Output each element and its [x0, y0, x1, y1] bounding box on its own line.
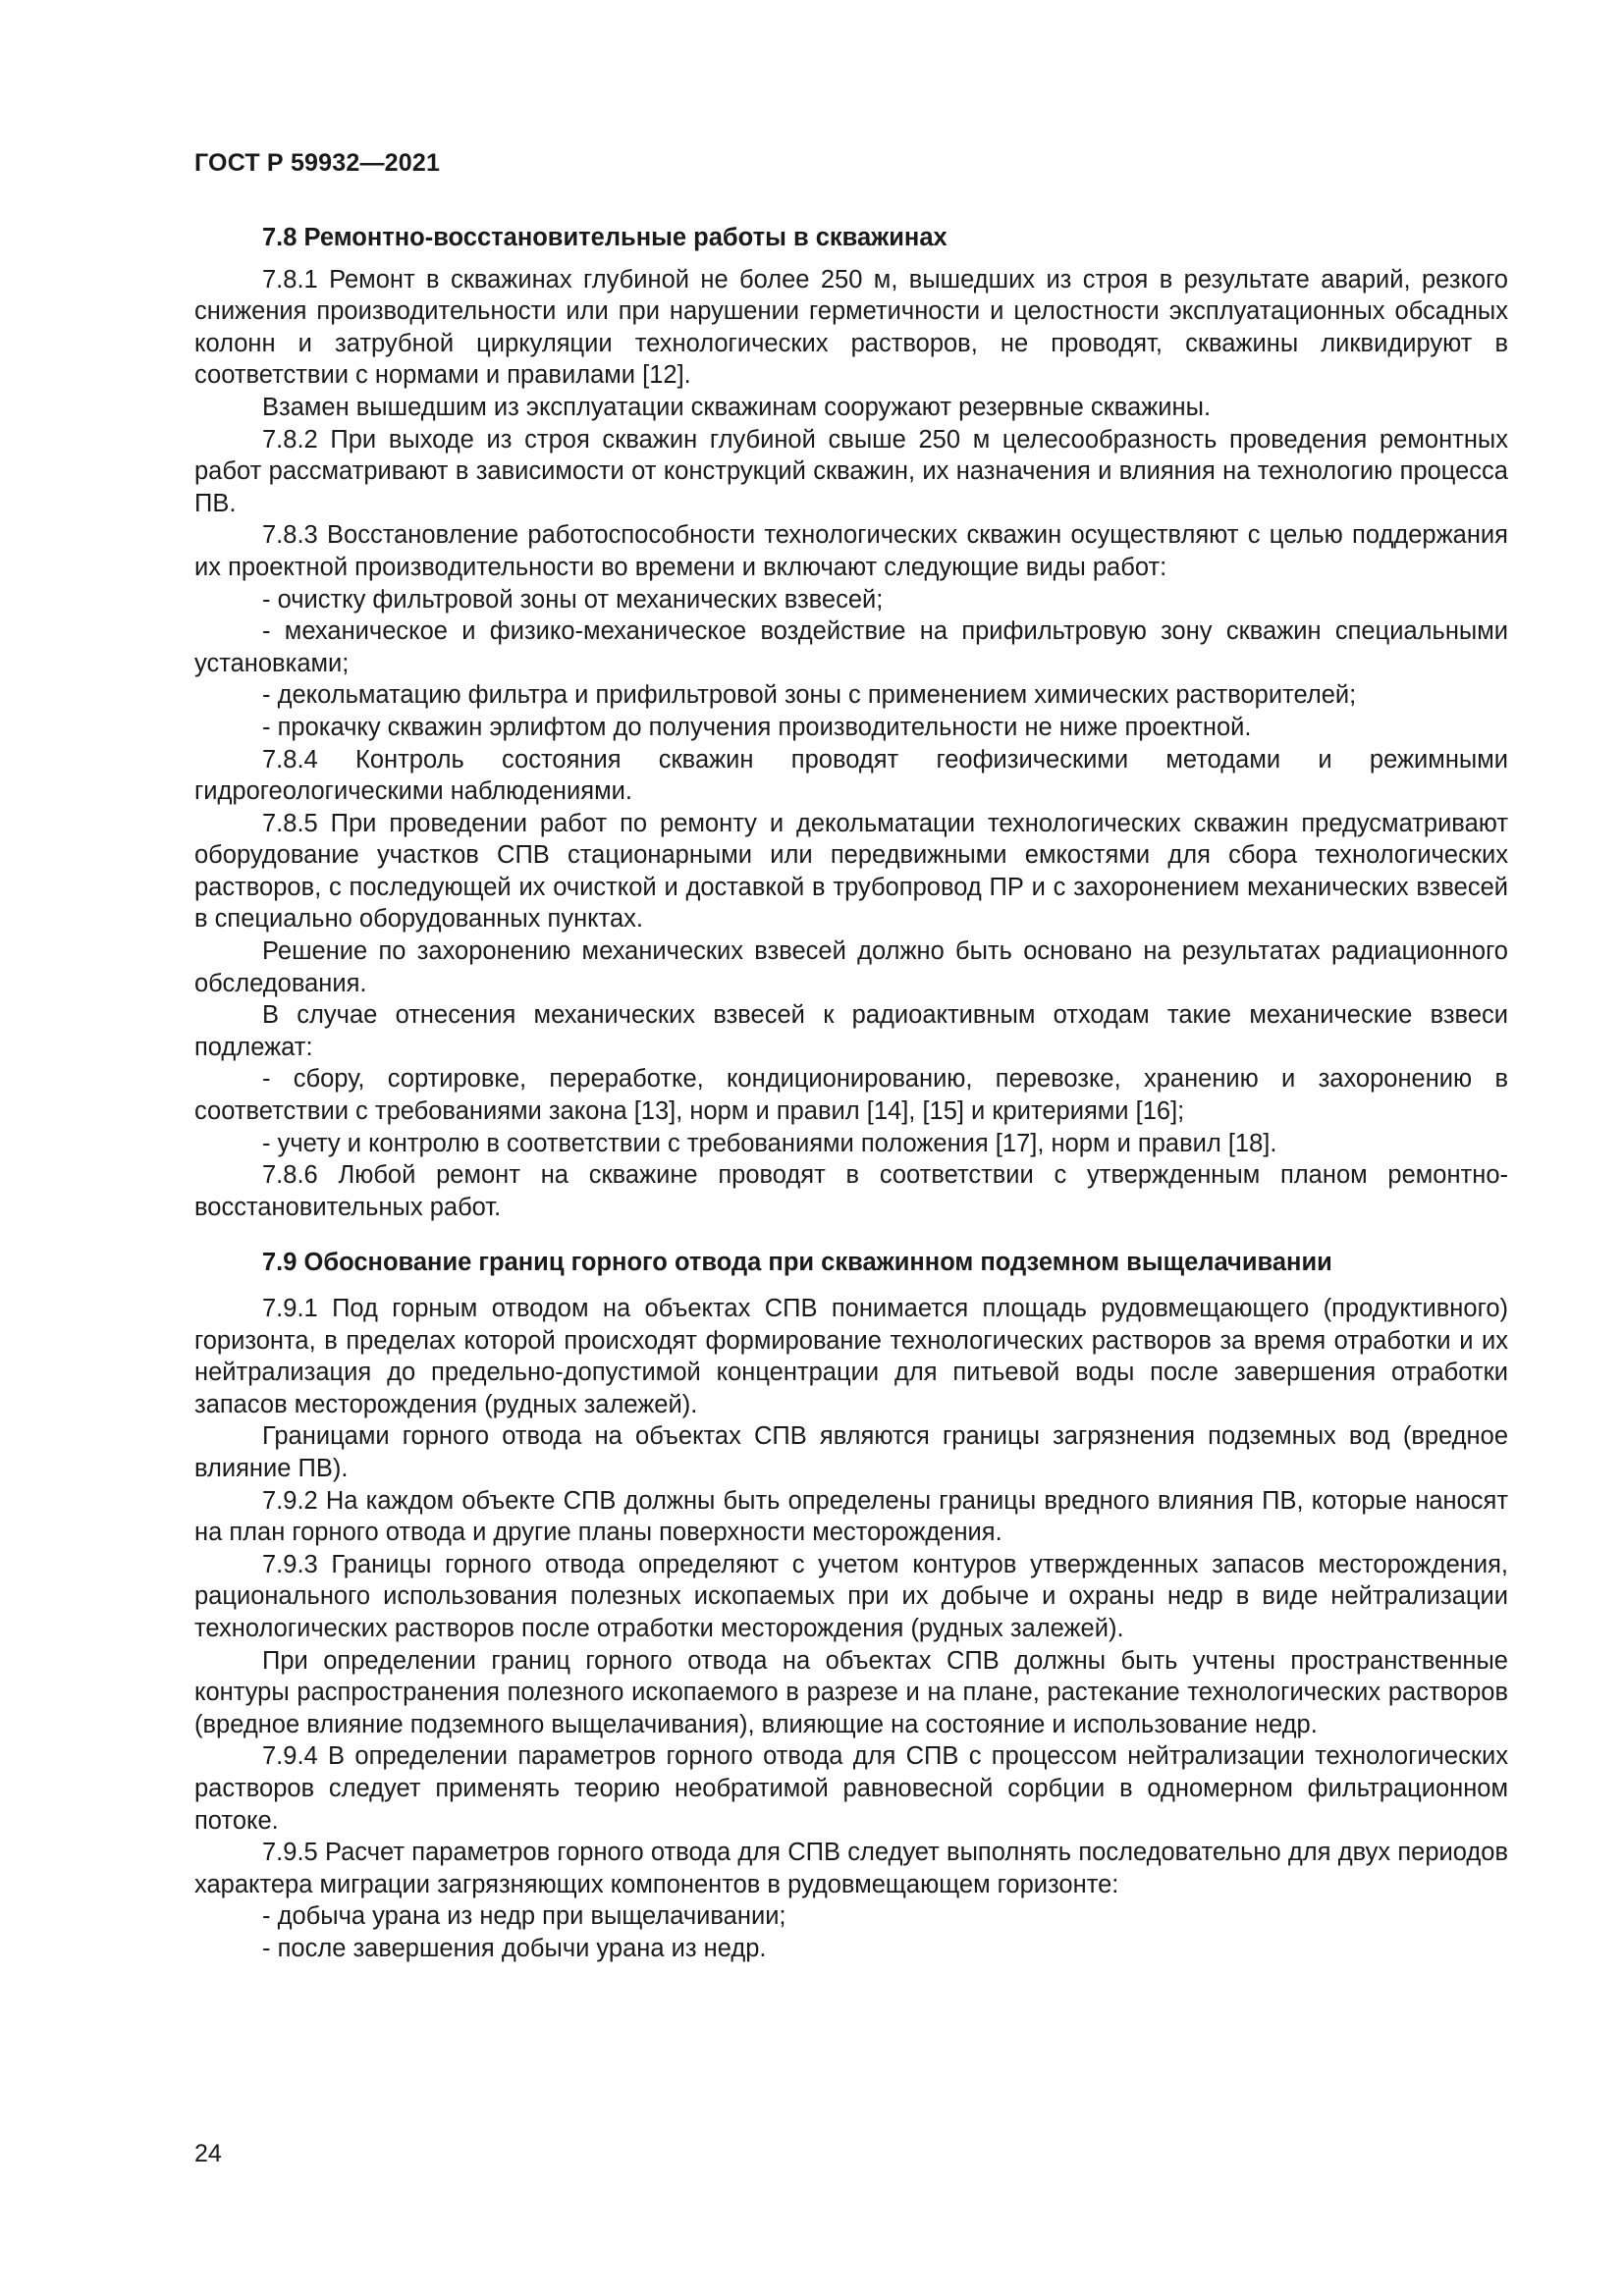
list-item-uranium-extraction: - добыча урана из недр при выщелачивании; [262, 1902, 786, 1931]
paragraph-mining-allotment-borders: Границами горного отвода на объектах СПВ являются границы загрязнения подземных вод (вредное влияние ПВ). [194, 1422, 1508, 1482]
section-heading-7-9: 7.9 Обоснование границ горного отвода при скважинном подземном выщелачивании [262, 1249, 1332, 1277]
paragraph-7-9-5: 7.9.5 Расчет параметров горного отвода для СПВ следует выполнять последовательно для двух периодов характера миграции загрязняющих компонентов в рудовмещающем горизонте: [194, 1839, 1508, 1898]
list-item-decolmatation: - декольматацию фильтра и прифильтровой зоны с применением химических растворителей; [262, 681, 1357, 710]
document-code-header: ГОСТ Р 59932—2021 [194, 149, 441, 177]
paragraph-radioactive-waste: В случае отнесения механических взвесей к радиоактивным отходам такие механические взвеси подлежат: [194, 1001, 1508, 1061]
paragraph-spatial-contours: При определении границ горного отвода на объектах СПВ должны быть учтены пространственные контуры распространения полезного ископаемого в разрезе и на плане, растекание технологических растворов (вредное влияние подземного выщелачивания), влияющие на состояние и использование недр. [194, 1646, 1508, 1738]
paragraph-burial-decision: Решение по захоронению механических взвесей должно быть основано на результатах радиационного обследования. [194, 937, 1508, 997]
list-item-mechanical-impact: - механическое и физико-механическое воздействие на прифильтровую зону скважин специальными установками; [194, 617, 1508, 677]
paragraph-7-8-5: 7.8.5 При проведении работ по ремонту и декольматации технологических скважин предусматривают оборудование участков СПВ стационарными или передвижными емкостями для сбора технологических растворов, с последующей их очисткой и доставкой в трубопровод ПР и с захоронением механических взвесей в специально оборудованных пунктах. [194, 809, 1508, 934]
page-body [194, 222, 1508, 1964]
list-item-airlift-pumping: - прокачку скважин эрлифтом до получения производительности не ниже проектной. [262, 713, 1252, 741]
paragraph-reserve-wells: Взамен вышедшим из эксплуатации скважинам сооружают резервные скважины. [262, 393, 1212, 421]
paragraph-7-8-3: 7.8.3 Восстановление работоспособности технологических скважин осуществляют с целью поддержания их проектной производительности во времени и включают следующие виды работ: [194, 521, 1508, 581]
list-item-collection-storage: - сбору, сортировке, переработке, кондиционированию, перевозке, хранению и захоронению в соответствии с требованиями закона [13], норм и правил [14], [15] и критериями [16]; [194, 1065, 1508, 1126]
paragraph-7-9-4: 7.9.4 В определении параметров горного отвода для СПВ с процессом нейтрализации технологических растворов следует применять теорию необратимой равновесной сорбции в одномерном фильтрационном потоке. [194, 1742, 1508, 1835]
paragraph-7-8-2: 7.8.2 При выходе из строя скважин глубиной свыше 250 м целесообразность проведения ремонтных работ рассматривают в зависимости от конструкций скважин, их назначения и влияния на технологию процесса ПВ. [194, 425, 1508, 517]
list-item-filter-cleaning: - очистку фильтровой зоны от механических взвесей; [262, 585, 884, 614]
paragraph-7-8-1: 7.8.1 Ремонт в скважинах глубиной не более 250 м, вышедших из строя в результате аварий, резкого снижения производительности или при нарушении герметичности и целостности эксплуатационных обсадных колонн и затрубной циркуляции технологических растворов, не проводят, скважины ликвидируют в соответствии с нормами и правилами [12]. [194, 265, 1508, 390]
paragraph-7-9-3: 7.9.3 Границы горного отвода определяют с учетом контуров утвержденных запасов месторождения, рационального использования полезных ископаемых при их добыче и охраны недр в виде нейтрализации технологических растворов после отработки месторождения (рудных залежей). [194, 1550, 1508, 1642]
page-number: 24 [194, 2140, 222, 2167]
section-heading-7-8: 7.8 Ремонтно-восстановительные работы в скважинах [262, 224, 947, 251]
paragraph-7-9-2: 7.9.2 На каждом объекте СПВ должны быть определены границы вредного влияния ПВ, которые наносят на план горного отвода и другие планы поверхности месторождения. [194, 1486, 1508, 1547]
paragraph-7-9-1: 7.9.1 Под горным отводом на объектах СПВ понимается площадь рудовмещающего (продуктивного) горизонта, в пределах которой происходят формирование технологических растворов за время отработки и их нейтрализация до предельно-допустимой концентрации для питьевой воды после завершения отработки запасов месторождения (рудных залежей). [194, 1295, 1508, 1418]
list-item-after-extraction: - после завершения добычи урана из недр. [262, 1934, 767, 1962]
paragraph-7-8-4: 7.8.4 Контроль состояния скважин проводят геофизическими методами и режимными гидрогеологическими наблюдениями. [194, 745, 1508, 806]
list-item-accounting-control: - учету и контролю в соответствии с требованиями положения [17], норм и правил [18]. [262, 1129, 1277, 1157]
paragraph-7-8-6: 7.8.6 Любой ремонт на скважине проводят в соответствии с утвержденным планом ремонтно-восстановительных работ. [194, 1161, 1508, 1221]
